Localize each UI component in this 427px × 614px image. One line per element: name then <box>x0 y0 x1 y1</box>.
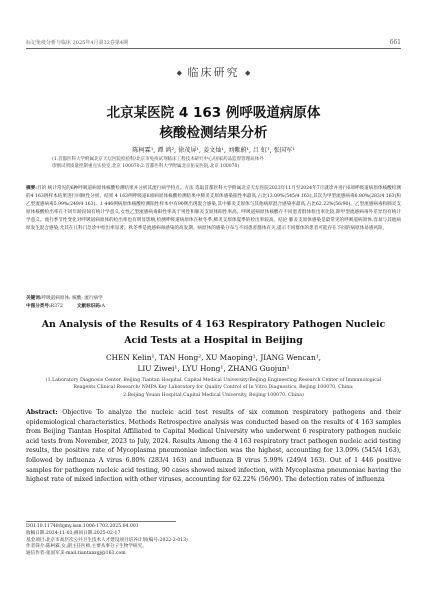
footnote-divider <box>26 521 176 522</box>
page-number: 661 <box>389 39 401 46</box>
running-header <box>26 40 401 46</box>
corresponding-author: 通信作者:张国军,E-mail:tiantanzgj@163.com <box>26 551 126 557</box>
clc-label: 中图分类号: <box>26 304 51 309</box>
authors-en-line: LIU Ziwei¹, LYU Hong¹, ZHANG Guojun¹ <box>137 364 290 373</box>
article-title-cn <box>0 103 427 143</box>
abstract-en <box>26 408 401 485</box>
article-footnotes <box>26 524 401 558</box>
abstract-en-text: Objective To analyze the nucleic acid test results of six common respiratory pathogens and their epidemiological characteristics. Methods Retrospective analysis was conducted based on the results of 4 163 samples from Beijing Tiantan Hospital Affiliated to Capital Medical University who underwent 6 respiratory pathogen nucleic acid tests from November, 2023 to July, 2024. Results Among the 4 163 respiratory tract pathogen nucleic acid testing results, the positive rate of Mycoplasma pneumoniae infection was the highest, accounting for 13.09% (545/4 163), followed by influenza A virus 6.80% (283/4 163) and influenza B virus 5.99% (249/4 163). Out of 1 446 positive samples for pathogen nucleic acid testing, 90 cases showed mixed infection, with Mycoplasma pneumoniae having the highest rate of mixed infection with other viruses, accounting for 62.22% (56/90). The detection rates of influenza <box>26 409 401 484</box>
affiliation-en-line: (1.Laboratory Diagnosis Center, Beijing Tiantan Hospital, Capital Medical University/Beijing Engineering Research Center of Immunological <box>45 378 382 383</box>
keywords-cn-label: 关键词: <box>26 296 42 301</box>
title-en-line: Acid Tests at a Hospital in Beijing <box>124 335 303 346</box>
abstract-cn <box>26 185 401 232</box>
diamond-icon: ◆ <box>176 69 182 77</box>
funding-line: 基金项目:北京市高层次公共卫生技术人才建设项目培养计划(编号:2022-2-013) <box>26 537 188 543</box>
abstract-en-label: Abstract: <box>26 409 58 416</box>
affiliation-cn-line: 诊断试剂质量控制重点实验室,北京 100070;2.首都医科大学附属北京佑安医院,北京 100070) <box>52 163 240 169</box>
doc-code-label: 文献标识码: <box>76 304 102 309</box>
section-label: 临床研究 <box>187 66 240 79</box>
diamond-icon: ◆ <box>245 69 251 77</box>
affiliation-en-line: Reagents Clinical Research/ NMPA Key Laboratory for Quality Control of In Vitro Diagnostics, Beijing 100070, China; <box>73 385 354 391</box>
article-title-en <box>0 317 427 349</box>
journal-issue-line: 标记免疫分析与临床 2025年4月第32卷第4期 <box>26 40 129 46</box>
first-author-bio: 作者简介:陈柯霖,女,副主任医师,主要从事分子生物学研究。 <box>26 544 147 550</box>
clc-value: R372 <box>50 304 63 309</box>
authors-en <box>0 352 427 374</box>
affiliation-cn-line: (1.首都医科大学附属北京天坛医院检验科/北京市免疫试剂临床工程技术研究中心/国家药品监督管理局体外 <box>52 157 264 162</box>
received-date: 收稿日期:2024-11-03;修回日期:2025-02-17 <box>26 530 121 536</box>
affiliation-en <box>40 377 387 399</box>
doc-code-value: A <box>101 304 105 309</box>
classification-line <box>26 303 105 311</box>
title-cn-line: 核酸检测结果分析 <box>159 125 268 141</box>
authors-cn: 陈柯霖¹, 谭 鸿², 徐茂屏¹, 姜文灿¹, 刘紫蔚¹, 吕 虹¹, 张国军¹ <box>132 147 295 154</box>
section-heading <box>0 64 427 80</box>
title-cn-line: 北京某医院 4 163 例呼吸道病原体 <box>106 105 321 121</box>
affiliation-cn <box>52 157 375 171</box>
keywords-cn <box>26 295 401 303</box>
header-divider <box>26 48 401 49</box>
authors-en-line: CHEN Kelin¹, TAN Hong², XU Maoping¹, JIANG Wencan¹, <box>105 353 322 362</box>
keywords-cn-text: 呼吸道病原体; 核酸; 流行病学 <box>41 296 103 301</box>
title-en-line: An Analysis of the Results of 4 163 Respiratory Pathogen Nucleic <box>41 319 386 330</box>
affiliation-en-line: 2.Beijing Youan Hospital,Capital Medical University, Beijing 100070, China) <box>123 392 304 398</box>
abstract-cn-label: 摘要: <box>26 186 37 191</box>
abstract-cn-text: 目的 统计常见的6种呼吸道病原体核酸检测结果并分析其流行病学特点。方法 选取首都医科大学附属北京天坛医院2023年11月至2024年7月就诊并进行6项呼吸道病原体核酸检测的4 163例样本结果进行回顾性分析。结果 4 163例呼吸道6项病原体核酸检测结果中肺炎支原体感染阳性率最高,占比13.09%(545/4 163),其次为甲型流感病毒6.80%(283/4 163)和乙型流感病毒5.99%(249/4 163)。1 446例病原体核酸检测阳性样本中有90例出现混合感染,其中肺炎支原体与其他病原混合感染率最高,占比62.22%(56/90)。乙型流感病毒和肺炎支原体核酸检出率在不同年龄段间有统计学意义,女性乙型流感病毒阳性率高于男性和肺炎支原体阳性率高。呼吸道病原体核酸在不同患者群体检出率比较,除甲型流感病毒外差异均有统计学意义。流行季节性变化对呼吸道病原体的检出率也有明显影响,检测呼吸道病原体在秋冬季,肺炎支原体夏季的检出率较高。结论 肺炎支原体感染是最常见的呼吸道病原体,容易与其他病原发生混合感染,尤其在儿科门急诊中检出率显著。秋冬季是流感病毒感染的高发期。病原体的感染分布与不同患者群体有关,提示不同群体的患者可能存在不同的病原体易感风险。 <box>26 186 401 231</box>
doi-line: DOI:10.11748/bjmy.issn.1006-1703.2025.04.001 <box>26 524 139 529</box>
